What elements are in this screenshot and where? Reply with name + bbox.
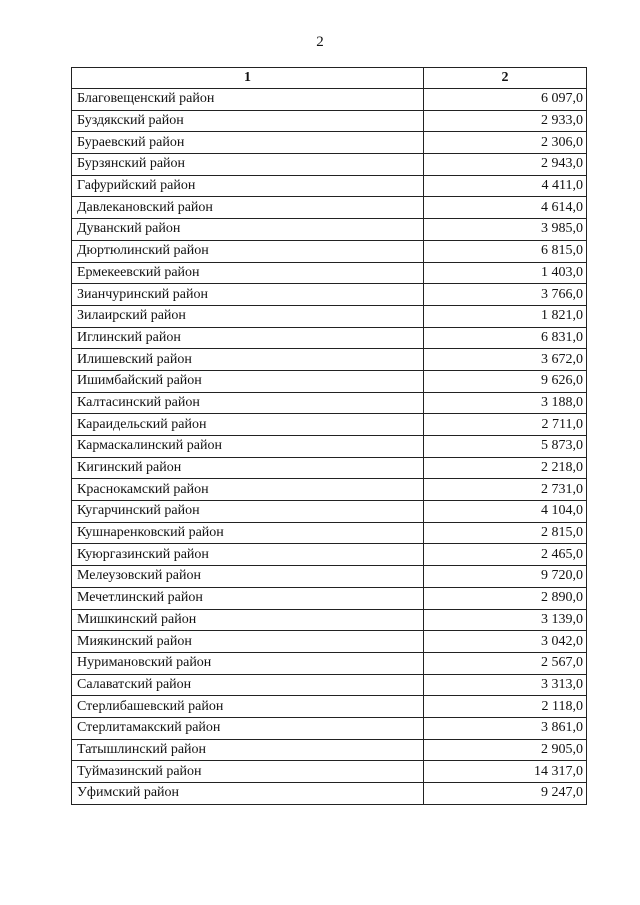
table-row <box>72 370 587 392</box>
district-value-cell: 9 247,0 <box>424 783 587 805</box>
district-value-cell: 4 614,0 <box>424 197 587 219</box>
district-name-cell: Калтасинский район <box>72 392 424 414</box>
table-row <box>72 457 587 479</box>
district-value-cell: 4 411,0 <box>424 175 587 197</box>
district-name-cell: Гафурийский район <box>72 175 424 197</box>
district-value-cell: 9 626,0 <box>424 370 587 392</box>
table-row <box>72 761 587 783</box>
table-row <box>72 783 587 805</box>
table-row <box>72 197 587 219</box>
district-table <box>71 67 587 805</box>
table-row <box>72 305 587 327</box>
district-name-cell: Нуримановский район <box>72 652 424 674</box>
table-row <box>72 132 587 154</box>
table-row <box>72 652 587 674</box>
district-value-cell: 2 890,0 <box>424 587 587 609</box>
page-number: 2 <box>316 34 324 50</box>
district-name-cell: Мелеузовский район <box>72 566 424 588</box>
table-row <box>72 501 587 523</box>
district-name-cell: Краснокамский район <box>72 479 424 501</box>
district-name-cell: Благовещенский район <box>72 89 424 111</box>
district-name-cell: Буздякский район <box>72 110 424 132</box>
district-name-cell: Бураевский район <box>72 132 424 154</box>
district-name-cell: Кугарчинский район <box>72 501 424 523</box>
table-row <box>72 414 587 436</box>
district-value-cell: 6 815,0 <box>424 240 587 262</box>
district-value-cell: 2 731,0 <box>424 479 587 501</box>
district-value-cell: 3 313,0 <box>424 674 587 696</box>
district-value-cell: 6 831,0 <box>424 327 587 349</box>
district-name-cell: Татышлинский район <box>72 739 424 761</box>
table-header-row <box>72 68 587 89</box>
district-value-cell: 1 403,0 <box>424 262 587 284</box>
district-value-cell: 3 985,0 <box>424 219 587 241</box>
table-row <box>72 284 587 306</box>
district-value-cell: 3 139,0 <box>424 609 587 631</box>
district-name-cell: Кушнаренковский район <box>72 522 424 544</box>
district-value-cell: 1 821,0 <box>424 305 587 327</box>
district-value-cell: 6 097,0 <box>424 89 587 111</box>
district-value-cell: 3 861,0 <box>424 717 587 739</box>
district-name-cell: Кармаскалинский район <box>72 436 424 458</box>
district-name-cell: Уфимский район <box>72 783 424 805</box>
district-name-cell: Куюргазинский район <box>72 544 424 566</box>
column-header-1: 1 <box>72 68 424 89</box>
table-row <box>72 522 587 544</box>
column-header-2: 2 <box>424 68 587 89</box>
table-row <box>72 566 587 588</box>
district-name-cell: Зилаирский район <box>72 305 424 327</box>
district-name-cell: Кигинский район <box>72 457 424 479</box>
district-name-cell: Давлекановский район <box>72 197 424 219</box>
table-row <box>72 349 587 371</box>
district-value-cell: 4 104,0 <box>424 501 587 523</box>
district-value-cell: 2 465,0 <box>424 544 587 566</box>
table-row <box>72 240 587 262</box>
district-value-cell: 2 943,0 <box>424 154 587 176</box>
district-name-cell: Туймазинский район <box>72 761 424 783</box>
table-row <box>72 717 587 739</box>
table-row <box>72 327 587 349</box>
table-row <box>72 219 587 241</box>
district-value-cell: 14 317,0 <box>424 761 587 783</box>
table-row <box>72 674 587 696</box>
district-value-cell: 2 905,0 <box>424 739 587 761</box>
district-value-cell: 2 711,0 <box>424 414 587 436</box>
district-value-cell: 2 815,0 <box>424 522 587 544</box>
district-value-cell: 3 766,0 <box>424 284 587 306</box>
district-value-cell: 3 042,0 <box>424 631 587 653</box>
district-name-cell: Зианчуринский район <box>72 284 424 306</box>
table-row <box>72 262 587 284</box>
district-value-cell: 2 118,0 <box>424 696 587 718</box>
table-row <box>72 89 587 111</box>
district-value-cell: 2 933,0 <box>424 110 587 132</box>
district-name-cell: Мечетлинский район <box>72 587 424 609</box>
table-row <box>72 587 587 609</box>
district-name-cell: Илишевский район <box>72 349 424 371</box>
table-row <box>72 392 587 414</box>
district-name-cell: Дуванский район <box>72 219 424 241</box>
table-row <box>72 696 587 718</box>
district-name-cell: Стерлитамакский район <box>72 717 424 739</box>
table-row <box>72 175 587 197</box>
table-row <box>72 631 587 653</box>
district-name-cell: Бурзянский район <box>72 154 424 176</box>
district-value-cell: 3 188,0 <box>424 392 587 414</box>
table-row <box>72 609 587 631</box>
district-name-cell: Стерлибашевский район <box>72 696 424 718</box>
district-name-cell: Миякинский район <box>72 631 424 653</box>
district-name-cell: Ермекеевский район <box>72 262 424 284</box>
table-row <box>72 479 587 501</box>
district-name-cell: Мишкинский район <box>72 609 424 631</box>
district-name-cell: Иглинский район <box>72 327 424 349</box>
district-value-cell: 5 873,0 <box>424 436 587 458</box>
table-row <box>72 544 587 566</box>
district-value-cell: 2 306,0 <box>424 132 587 154</box>
district-name-cell: Салаватский район <box>72 674 424 696</box>
district-value-cell: 2 567,0 <box>424 652 587 674</box>
district-value-cell: 9 720,0 <box>424 566 587 588</box>
district-value-cell: 2 218,0 <box>424 457 587 479</box>
table-row <box>72 739 587 761</box>
table-row <box>72 436 587 458</box>
table-row <box>72 154 587 176</box>
district-value-cell: 3 672,0 <box>424 349 587 371</box>
district-name-cell: Караидельский район <box>72 414 424 436</box>
table-row <box>72 110 587 132</box>
table-body <box>72 89 587 805</box>
district-name-cell: Ишимбайский район <box>72 370 424 392</box>
district-name-cell: Дюртюлинский район <box>72 240 424 262</box>
